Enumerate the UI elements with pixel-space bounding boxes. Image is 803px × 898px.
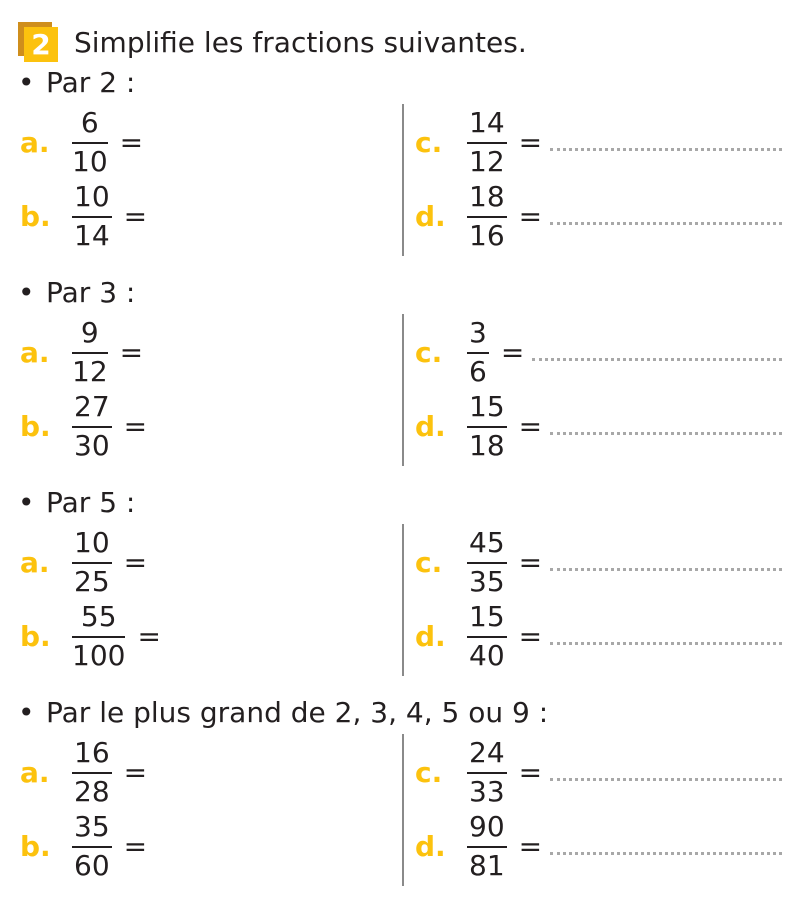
fraction-bar (72, 562, 112, 564)
column-divider (402, 104, 404, 256)
equals-sign: = (518, 545, 543, 579)
fraction (467, 811, 507, 882)
fraction-item (415, 314, 782, 390)
answer-blank[interactable] (550, 568, 782, 571)
equals-sign: = (119, 125, 144, 159)
numerator: 45 (469, 525, 505, 559)
equals-sign: = (518, 755, 543, 789)
denominator: 12 (469, 144, 505, 178)
item-letter: c. (415, 755, 443, 789)
fraction-bar (467, 142, 507, 144)
fraction (72, 317, 108, 388)
section-title (18, 696, 548, 729)
fraction-item (415, 734, 782, 810)
numerator: 14 (469, 105, 505, 139)
denominator: 10 (72, 144, 108, 178)
denominator: 33 (469, 774, 505, 808)
column-divider (402, 314, 404, 466)
fraction-item (415, 104, 782, 180)
fraction (467, 107, 507, 178)
denominator: 16 (469, 218, 505, 252)
bullet: • (18, 696, 35, 729)
denominator: 35 (469, 564, 505, 598)
fraction-bar (467, 216, 507, 218)
item-letter: d. (415, 829, 446, 863)
item-letter: b. (20, 199, 51, 233)
item-letter: a. (20, 335, 50, 369)
denominator: 28 (74, 774, 110, 808)
fraction-item (415, 524, 782, 600)
answer-blank[interactable] (550, 432, 782, 435)
fraction-item (20, 734, 147, 810)
answer-blank[interactable] (550, 852, 782, 855)
numerator: 9 (80, 315, 99, 349)
fraction-item (20, 598, 161, 674)
equals-sign: = (518, 829, 543, 863)
fraction (467, 737, 507, 808)
denominator: 40 (469, 638, 505, 672)
numerator: 55 (80, 599, 117, 633)
numerator: 6 (80, 105, 99, 139)
fraction (72, 737, 112, 808)
equals-sign: = (518, 619, 543, 653)
denominator: 100 (72, 638, 126, 672)
denominator: 14 (74, 218, 110, 252)
exercise-instruction: Simplifie les fractions suivantes. (74, 25, 527, 59)
denominator: 25 (74, 564, 110, 598)
fraction-bar (467, 636, 507, 638)
fraction-bar (72, 352, 108, 354)
answer-blank[interactable] (532, 358, 782, 361)
fraction-item (20, 104, 143, 180)
item-letter: b. (20, 409, 51, 443)
fraction-bar (72, 636, 125, 638)
fraction-bar (72, 426, 112, 428)
item-letter: b. (20, 619, 51, 653)
denominator: 12 (72, 354, 108, 388)
fraction-item (415, 808, 782, 884)
numerator: 35 (74, 809, 110, 843)
numerator: 15 (469, 389, 505, 423)
exercise-number: 2 (24, 27, 58, 62)
numerator: 27 (74, 389, 110, 423)
numerator: 16 (74, 735, 110, 769)
column-divider (402, 734, 404, 886)
section-title-text: Par le plus grand de 2, 3, 4, 5 ou 9 : (46, 696, 549, 729)
fraction-item (415, 388, 782, 464)
item-letter: c. (415, 125, 443, 159)
fraction-bar (72, 142, 108, 144)
equals-sign: = (119, 335, 144, 369)
fraction (72, 601, 125, 672)
item-letter: a. (20, 125, 50, 159)
numerator: 90 (469, 809, 505, 843)
item-letter: b. (20, 829, 51, 863)
fraction-item (20, 524, 147, 600)
fraction-bar (467, 772, 507, 774)
fraction-item (415, 598, 782, 674)
section-title (18, 486, 135, 519)
exercise-header (18, 22, 527, 62)
item-letter: a. (20, 755, 50, 789)
fraction-item (20, 314, 143, 390)
equals-sign: = (123, 199, 148, 233)
fraction (72, 391, 112, 462)
item-letter: d. (415, 199, 446, 233)
fraction (467, 317, 489, 388)
fraction-item (415, 178, 782, 254)
equals-sign: = (137, 619, 161, 653)
item-letter: c. (415, 335, 443, 369)
fraction-bar (72, 846, 112, 848)
section-title-text: Par 5 : (46, 486, 136, 519)
item-letter: d. (415, 409, 446, 443)
numerator: 10 (74, 179, 110, 213)
item-letter: c. (415, 545, 443, 579)
equals-sign: = (123, 545, 148, 579)
fraction-bar (467, 846, 507, 848)
equals-sign: = (518, 125, 543, 159)
numerator: 24 (469, 735, 505, 769)
denominator: 81 (469, 848, 505, 882)
section-title-text: Par 3 : (46, 276, 136, 309)
bullet: • (18, 66, 35, 99)
item-letter: d. (415, 619, 446, 653)
denominator: 18 (469, 428, 505, 462)
column-divider (402, 524, 404, 676)
denominator: 60 (74, 848, 110, 882)
fraction-bar (467, 352, 489, 354)
equals-sign: = (518, 409, 543, 443)
answer-blank[interactable] (550, 222, 782, 225)
equals-sign: = (518, 199, 543, 233)
answer-blank[interactable] (550, 778, 782, 781)
bullet: • (18, 276, 35, 309)
fraction-item (20, 808, 147, 884)
fraction (467, 601, 507, 672)
bullet: • (18, 486, 35, 519)
numerator: 15 (469, 599, 505, 633)
exercise-number-badge (18, 22, 60, 62)
fraction (467, 181, 507, 252)
denominator: 30 (74, 428, 110, 462)
fraction-bar (467, 562, 507, 564)
numerator: 3 (469, 315, 487, 349)
answer-blank[interactable] (550, 642, 782, 645)
equals-sign: = (123, 755, 148, 789)
section-title (18, 66, 135, 99)
equals-sign: = (123, 829, 148, 863)
fraction (467, 391, 507, 462)
numerator: 10 (74, 525, 110, 559)
fraction-bar (72, 216, 112, 218)
numerator: 18 (469, 179, 505, 213)
equals-sign: = (123, 409, 148, 443)
fraction-bar (72, 772, 112, 774)
section-title-text: Par 2 : (46, 66, 136, 99)
fraction-item (20, 178, 147, 254)
equals-sign: = (500, 335, 525, 369)
fraction (72, 181, 112, 252)
fraction (467, 527, 507, 598)
fraction-item (20, 388, 147, 464)
fraction (72, 527, 112, 598)
fraction (72, 107, 108, 178)
item-letter: a. (20, 545, 50, 579)
section-title (18, 276, 135, 309)
fraction-bar (467, 426, 507, 428)
answer-blank[interactable] (550, 148, 782, 151)
fraction (72, 811, 112, 882)
denominator: 6 (469, 354, 487, 388)
